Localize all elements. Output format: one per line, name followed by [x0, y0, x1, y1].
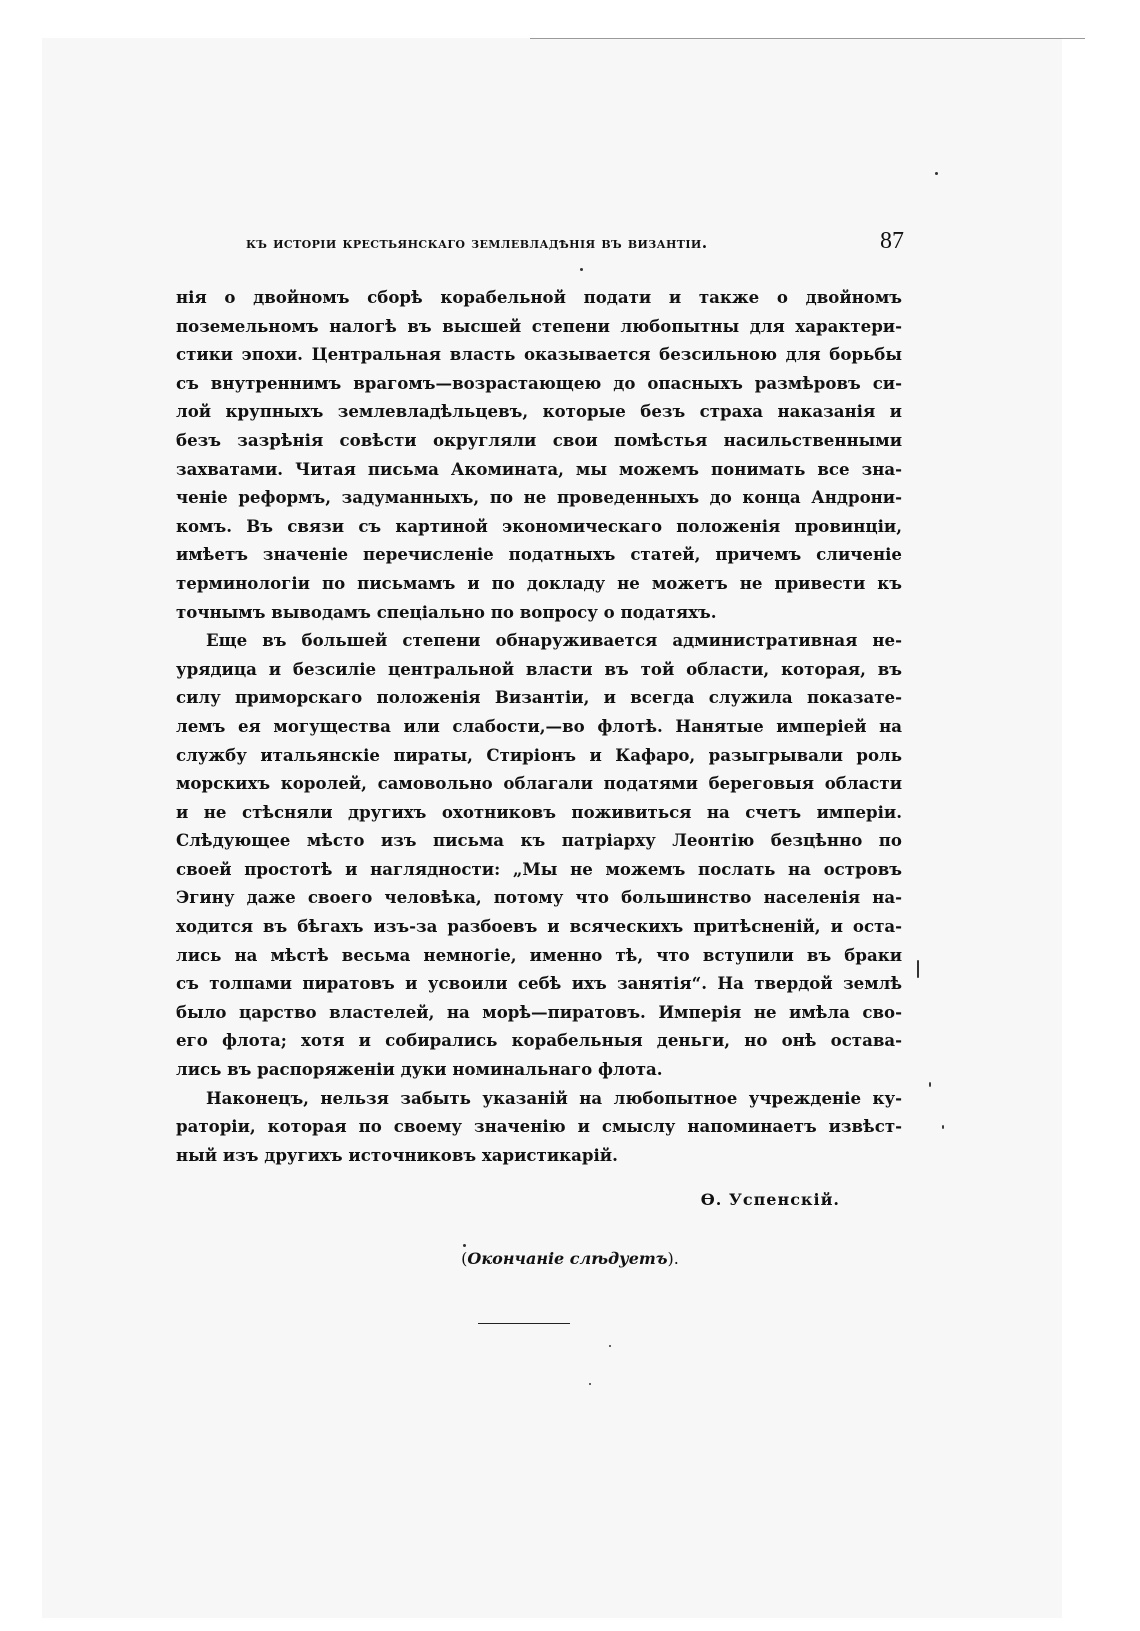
paragraph: [176, 1084, 902, 1170]
text-line: Эгину даже своего человѣка, потому что большинство населенія на-: [176, 887, 902, 908]
text-line: службу итальянскіе пираты, Стиріонъ и Кафаро, разыгрывали роль: [176, 744, 902, 765]
text-line: безъ зазрѣнія совѣсти округляли свои помѣстья насильственными: [176, 429, 902, 450]
scan-speck: [935, 172, 938, 175]
scan-speck: [609, 1345, 611, 1347]
text-line: силу приморскаго положенія Византіи, и всегда служила показате-: [176, 687, 902, 708]
text-line: съ толпами пиратовъ и усвоили себѣ ихъ занятія“. На твердой землѣ: [176, 973, 902, 994]
scan-speck: [917, 960, 919, 978]
text-line: раторіи, которая по своему значенію и смыслу напоминаетъ извѣст-: [176, 1116, 902, 1137]
text-line: Наконецъ, нельзя забыть указаній на любопытное учрежденіе ку-: [206, 1087, 902, 1108]
paragraph: [176, 283, 902, 626]
text-line: терминологіи по письмамъ и по докладу не можетъ не привести къ: [176, 572, 902, 593]
continuation-close: ).: [667, 1249, 679, 1268]
continuation-text: Окончаніе слѣдуетъ: [467, 1249, 668, 1268]
text-line: лой крупныхъ землевладѣльцевъ, которые безъ страха наказанія и: [176, 401, 902, 422]
text-line: поземельномъ налогѣ въ высшей степени любопытны для характери-: [176, 315, 902, 336]
end-rule: [478, 1323, 570, 1324]
scan-speck: [589, 1383, 591, 1385]
text-line: захватами. Читая письма Акомината, мы можемъ понимать все зна-: [176, 458, 902, 479]
text-line: урядица и безсиліе центральной власти въ той области, которая, въ: [176, 658, 902, 679]
text-line: и не стѣсняли другихъ охотниковъ поживиться на счетъ имперіи.: [176, 801, 902, 822]
scan-speck: [463, 1244, 466, 1247]
text-line: ченіе реформъ, задуманныхъ, по не проведенныхъ до конца Андрони-: [176, 487, 902, 508]
scan-speck: [942, 1125, 944, 1129]
text-line: морскихъ королей, самовольно облагали податями береговыя области: [176, 773, 902, 794]
continuation-open: (: [461, 1249, 468, 1268]
text-line: его флота; хотя и собирались корабельныя деньги, но онѣ остава-: [176, 1030, 902, 1051]
page-header: [246, 228, 904, 255]
text-line: Слѣдующее мѣсто изъ письма къ патріарху Леонтію безцѣнно по: [176, 830, 902, 851]
text-line: стики эпохи. Центральная власть оказывается безсильною для борьбы: [176, 344, 902, 365]
text-line: комъ. Въ связи съ картиной экономическаго положенія провинціи,: [176, 515, 902, 536]
text-line: ный изъ другихъ источниковъ харистикарій.: [176, 1144, 618, 1165]
scan-speck: [929, 1082, 931, 1087]
text-line: лемъ ея могущества или слабости,—во флотѣ. Нанятые имперіей на: [176, 715, 902, 736]
text-line: было царство властелей, на морѣ—пиратовъ. Имперія не имѣла сво-: [176, 1001, 902, 1022]
text-line: Еще въ большей степени обнаруживается административная не-: [206, 630, 902, 651]
text-line: имѣетъ значеніе перечисленіе податныхъ статей, причемъ сличеніе: [176, 544, 902, 565]
running-title: къ исторіи крестьянскаго землевладѣнія въ византіи.: [246, 233, 708, 252]
text-line: лись въ распоряженіи дуки номинальнаго флота.: [176, 1059, 663, 1080]
text-line: нія о двойномъ сборѣ корабельной подати и также о двойномъ: [176, 287, 902, 307]
text-line: своей простотѣ и наглядности: „Мы не можемъ послать на островъ: [176, 858, 902, 879]
article-body: [176, 283, 902, 1169]
text-line: съ внутреннимъ врагомъ—возрастающею до опасныхъ размѣровъ си-: [176, 372, 902, 393]
page-number: 87: [880, 228, 904, 254]
author-signature: Ѳ. Успенскій.: [700, 1190, 840, 1209]
text-line: ходится въ бѣгахъ изъ-за разбоевъ и всяческихъ притѣсненій, и оста-: [176, 916, 902, 937]
scan-speck: [580, 268, 583, 271]
continuation-note: [0, 1249, 1140, 1268]
text-line: лись на мѣстѣ весьма немногіе, именно тѣ, что вступили въ браки: [176, 944, 902, 965]
text-line: точнымъ выводамъ спеціально по вопросу о податяхъ.: [176, 601, 717, 622]
paragraph: [176, 626, 902, 1084]
